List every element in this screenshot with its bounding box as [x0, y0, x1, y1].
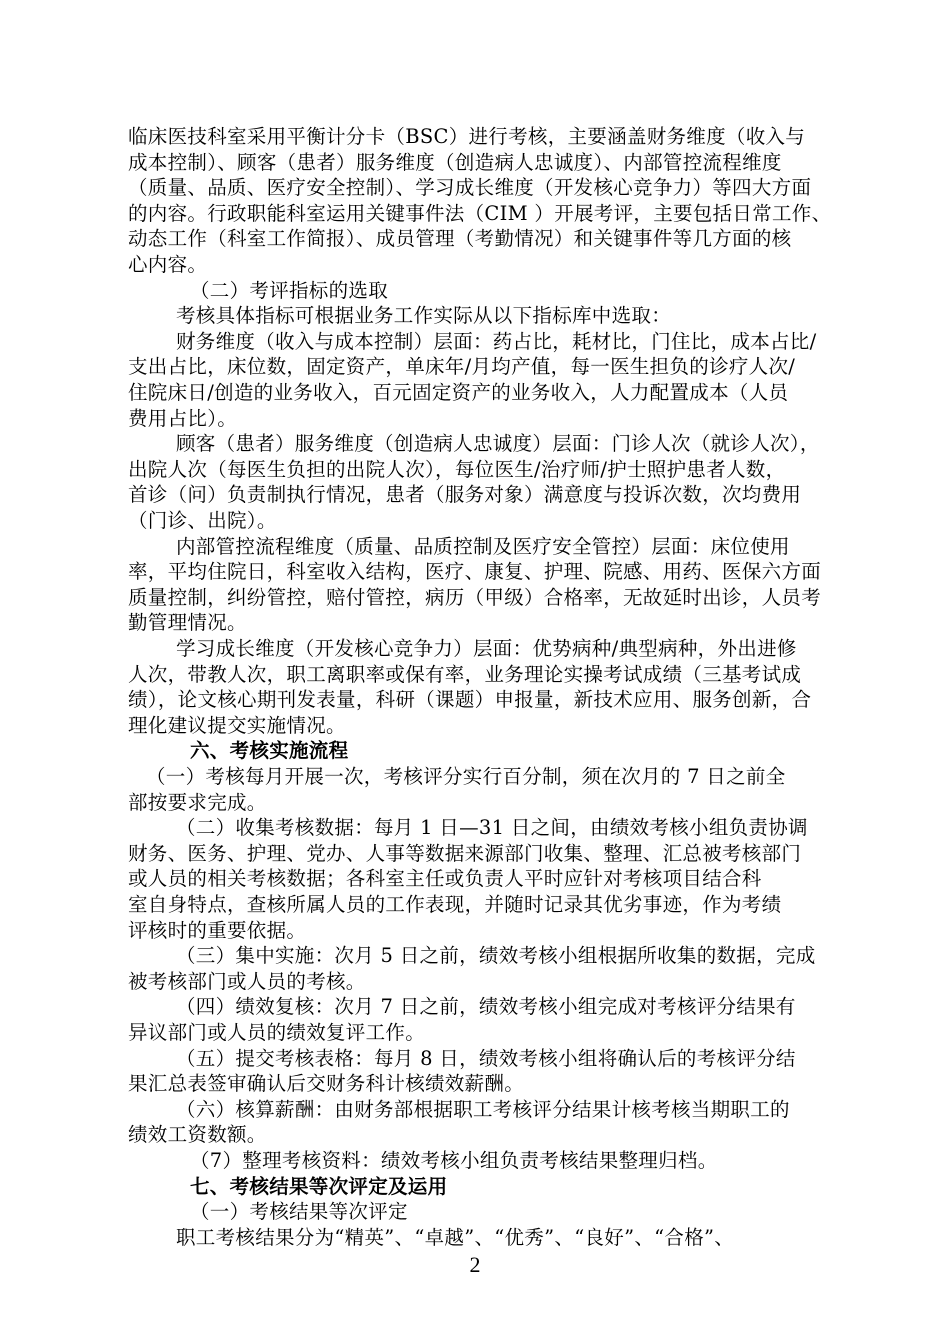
- paragraph-line: （四）绩效复核：次月 7 日之前，绩效考核小组完成对考核评分结果有: [176, 995, 796, 1019]
- paragraph-line: （7）整理考核资料：绩效考核小组负责考核结果整理归档。: [190, 1149, 718, 1172]
- section-heading: 六、考核实施流程: [190, 739, 349, 763]
- paragraph-line: 出院人次（每医生负担的出院人次），每位医生/治疗师/护士照护患者人数，: [128, 457, 786, 481]
- paragraph-line: 绩），论文核心期刊发表量，科研（课题）申报量，新技术应用、服务创新，合: [128, 688, 812, 712]
- paragraph-line: 动态工作（科室工作简报）、成员管理（考勤情况）和关键事件等几方面的核: [128, 227, 792, 251]
- paragraph-line: 室自身特点，查核所属人员的工作表现，并随时记录其优劣事迹，作为考绩: [128, 893, 782, 916]
- paragraph-line: 部按要求完成。: [128, 790, 267, 814]
- section-heading: 七、考核结果等次评定及运用: [190, 1174, 448, 1198]
- paragraph-line: 果汇总表签审确认后交财务科计核绩效薪酬。: [128, 1072, 525, 1096]
- paragraph-line: 考核具体指标可根据业务工作实际从以下指标库中选取：: [176, 304, 672, 328]
- paragraph-line: 内部管控流程维度（质量、品质控制及医疗安全管控）层面：床位使用: [176, 534, 790, 558]
- paragraph-line: 首诊（问）负责制执行情况，患者（服务对象）满意度与投诉次数，次均费用: [128, 483, 802, 507]
- paragraph-line: 人次，带教人次，职工离职率或保有率，业务理论实操考试成绩（三基考试成: [128, 662, 802, 686]
- paragraph-line: 成本控制）、顾客（患者）服务维度（创造病人忠诚度）、内部管控流程维度: [128, 150, 782, 174]
- paragraph-line: （六）核算薪酬：由财务部根据职工考核评分结果计核考核当期职工的: [176, 1097, 790, 1121]
- paragraph-line: 被考核部门或人员的考核。: [128, 969, 366, 993]
- paragraph-line: 职工考核结果分为“精英”、“卓越”、“优秀”、“良好”、“合格”、: [176, 1225, 735, 1249]
- paragraph-line: 住院床日/创造的业务收入，百元固定资产的业务收入，人力配置成本（人员: [128, 381, 789, 404]
- paragraph-line: 的内容。行政职能科室运用关键事件法（CIM ）开展考评，主要包括日常工作、: [128, 201, 832, 225]
- paragraph-line: 质量控制，纠纷管控，赔付管控，病历（甲级）合格率，无故延时出诊，人员考: [128, 585, 822, 609]
- paragraph-line: 财务维度（收入与成本控制）层面：药占比，耗材比，门住比，成本占比/: [176, 329, 817, 353]
- paragraph-line: 财务、医务、护理、党办、人事等数据来源部门收集、整理、汇总被考核部门: [128, 841, 802, 865]
- paragraph-line: （质量、品质、医疗安全控制）、学习成长维度（开发核心竞争力）等四大方面: [128, 176, 812, 200]
- paragraph-line: 学习成长维度（开发核心竞争力）层面：优势病种/典型病种，外出进修: [176, 637, 797, 660]
- page-number: 2: [469, 1252, 481, 1277]
- paragraph-line: （二）收集考核数据：每月 1 日—31 日之间，由绩效考核小组负责协调: [176, 816, 808, 840]
- section-subheading: （一）考核结果等次评定: [190, 1200, 408, 1224]
- paragraph-line: 异议部门或人员的绩效复评工作。: [128, 1021, 426, 1044]
- section-subheading: （二）考评指标的选取: [190, 278, 389, 302]
- paragraph-line: 理化建议提交实施情况。: [128, 713, 346, 737]
- paragraph-line: （五）提交考核表格：每月 8 日，绩效考核小组将确认后的考核评分结: [176, 1046, 796, 1070]
- paragraph-line: （门诊、出院）。: [128, 509, 277, 532]
- paragraph-line: （三）集中实施：次月 5 日之前，绩效考核小组根据所收集的数据，完成: [176, 944, 816, 968]
- paragraph-line: 绩效工资数额。: [128, 1123, 267, 1147]
- paragraph-line: 评核时的重要依据。: [128, 918, 307, 942]
- paragraph-line: 或人员的相关考核数据；各科室主任或负责人平时应针对考核项目结合科: [128, 867, 762, 891]
- paragraph-line: 顾客（患者）服务维度（创造病人忠诚度）层面：门诊人次（就诊人次），: [176, 432, 820, 456]
- paragraph-line: 勤管理情况。: [128, 611, 247, 635]
- paragraph-line: 心内容。: [128, 253, 208, 276]
- paragraph-line: 率，平均住院日，科室收入结构，医疗、康复、护理、院感、用药、医保六方面: [128, 560, 822, 584]
- paragraph-line: 支出占比，床位数，固定资产，单床年/月均产值，每一医生担负的诊疗人次/: [128, 355, 796, 379]
- paragraph-line: 临床医技科室采用平衡计分卡（BSC）进行考核，主要涵盖财务维度（收入与: [128, 125, 806, 148]
- paragraph-line: （一）考核每月开展一次，考核评分实行百分制，须在次月的 7 日之前全: [146, 765, 786, 788]
- paragraph-line: 费用占比）。: [128, 406, 238, 430]
